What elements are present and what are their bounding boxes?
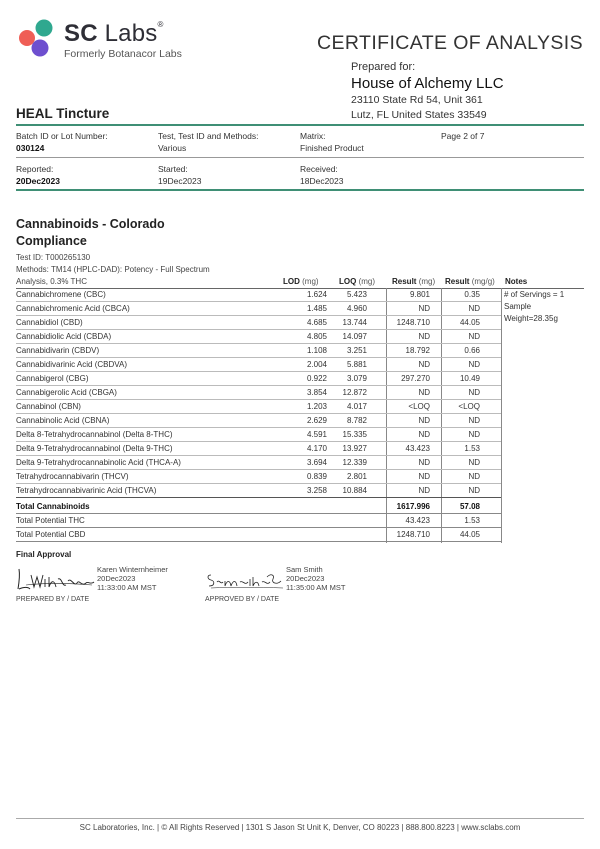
page-footer: SC Laboratories, Inc. | © All Rights Reserved | 1301 S Jason St Unit K, Denver, CO 80223 | 888.800.8223 | www.sclabs.com	[79, 823, 521, 832]
logo-subtitle: Formerly Botanacor Labs	[64, 48, 182, 60]
started-value: 19Dec2023	[158, 176, 202, 186]
total-potential-cbd-row: Total Potential CBD 1248.710 44.05	[16, 528, 501, 542]
approved-signature	[205, 569, 285, 591]
info-bottom-divider	[16, 189, 584, 191]
header-loq: LOQ (mg)	[339, 277, 376, 286]
client-name: House of Alchemy LLC	[351, 75, 504, 92]
logo-wordmark: SC Labs®	[64, 20, 164, 47]
sc-labs-logo	[16, 18, 216, 68]
prepared-for-label: Prepared for:	[351, 61, 416, 73]
batch-value: 030124	[16, 143, 45, 153]
test-label: Test, Test ID and Methods:	[158, 131, 259, 141]
table-row: Delta 9-Tetrahydrocannabinolic Acid (THCA-A) 3.694 12.339 ND ND	[16, 456, 501, 470]
header-result-mg: Result (mg)	[392, 277, 436, 286]
matrix-value: Finished Product	[300, 143, 364, 153]
approved-by-time: 11:35:00 AM MST	[286, 583, 346, 592]
table-row: Cannabidiolic Acid (CBDA) 4.805 14.097 ND ND	[16, 330, 501, 344]
reported-value: 20Dec2023	[16, 176, 60, 186]
info-divider	[16, 157, 584, 158]
table-row: Cannabichromenic Acid (CBCA) 1.485 4.960 ND ND	[16, 302, 501, 316]
table-row: Cannabinol (CBN) 1.203 4.017 <LOQ <LOQ	[16, 400, 501, 414]
started-label: Started:	[158, 164, 188, 174]
prepared-by-label: PREPARED BY / DATE	[16, 596, 90, 603]
sc-labs-logo-icon	[16, 18, 60, 58]
batch-label: Batch ID or Lot Number:	[16, 131, 108, 141]
header-notes: Notes	[505, 277, 528, 286]
table-row: Tetrahydrocannabivarin (THCV) 0.839 2.801 ND ND	[16, 470, 501, 484]
document-title: CERTIFICATE OF ANALYSIS	[316, 32, 583, 54]
table-row: Cannabinolic Acid (CBNA) 2.629 8.782 ND ND	[16, 414, 501, 428]
notes-column-divider	[501, 288, 502, 543]
approved-by-label: APPROVED BY / DATE	[205, 596, 280, 603]
footer-divider	[16, 818, 584, 819]
header-divider	[16, 124, 584, 126]
table-row: Delta 8-Tetrahydrocannabinol (Delta 8-THC) 4.591 15.335 ND ND	[16, 428, 501, 442]
product-name: HEAL Tincture	[16, 106, 110, 121]
final-approval-title: Final Approval	[16, 550, 72, 559]
notes-sample: Sample	[504, 302, 532, 311]
notes-servings: # of Servings = 1	[504, 290, 565, 299]
analysis-label: Analysis, 0.3% THC	[16, 277, 87, 286]
table-row: Cannabigerolic Acid (CBGA) 3.854 12.872 ND ND	[16, 386, 501, 400]
table-row: Delta 9-Tetrahydrocannabinol (Delta 9-THC) 4.170 13.927 43.423 1.53	[16, 442, 501, 456]
matrix-label: Matrix:	[300, 131, 326, 141]
section-title: Cannabinoids - Colorado Compliance	[16, 217, 165, 248]
prepared-by-date: 20Dec2023	[97, 574, 136, 583]
test-value: Various	[158, 143, 187, 153]
table-row: Cannabichromene (CBC) 1.624 5.423 9.801 0.35	[16, 288, 501, 302]
notes-weight: Weight=28.35g	[504, 314, 558, 323]
prepared-by-name: Karen Winternheimer	[97, 565, 168, 574]
approved-by-name: Sam Smith	[286, 565, 323, 574]
approved-by-date: 20Dec2023	[286, 574, 325, 583]
received-label: Received:	[300, 164, 338, 174]
header-lod: LOD (mg)	[283, 277, 319, 286]
prepared-by-time: 11:33:00 AM MST	[97, 583, 157, 592]
client-address-line1: 23110 State Rd 54, Unit 361	[351, 94, 483, 106]
test-methods: Methods: TM14 (HPLC-DAD): Potency - Full Spectrum	[16, 265, 210, 274]
prepared-signature	[16, 565, 96, 593]
prepared-for-block	[351, 61, 504, 122]
reported-label: Reported:	[16, 164, 54, 174]
table-row: Tetrahydrocannabivarinic Acid (THCVA) 3.258 10.884 ND ND	[16, 484, 501, 498]
page-number: Page 2 of 7	[441, 131, 485, 141]
table-row: Cannabidivarin (CBDV) 1.108 3.251 18.792 0.66	[16, 344, 501, 358]
total-cannabinoids-row: Total Cannabinoids 1617.996 57.08	[16, 500, 501, 514]
table-row: Cannabidivarinic Acid (CBDVA) 2.004 5.881 ND ND	[16, 358, 501, 372]
test-id: Test ID: T000265130	[16, 253, 91, 262]
client-address-line2: Lutz, FL United States 33549	[351, 109, 487, 121]
table-row: Cannabigerol (CBG) 0.922 3.079 297.270 10.49	[16, 372, 501, 386]
total-potential-thc-row: Total Potential THC 43.423 1.53	[16, 514, 501, 528]
header-result-mgg: Result (mg/g)	[445, 277, 495, 286]
table-notes	[504, 289, 584, 325]
received-value: 18Dec2023	[300, 176, 344, 186]
table-row: Cannabidiol (CBD) 4.685 13.744 1248.710 44.05	[16, 316, 501, 330]
